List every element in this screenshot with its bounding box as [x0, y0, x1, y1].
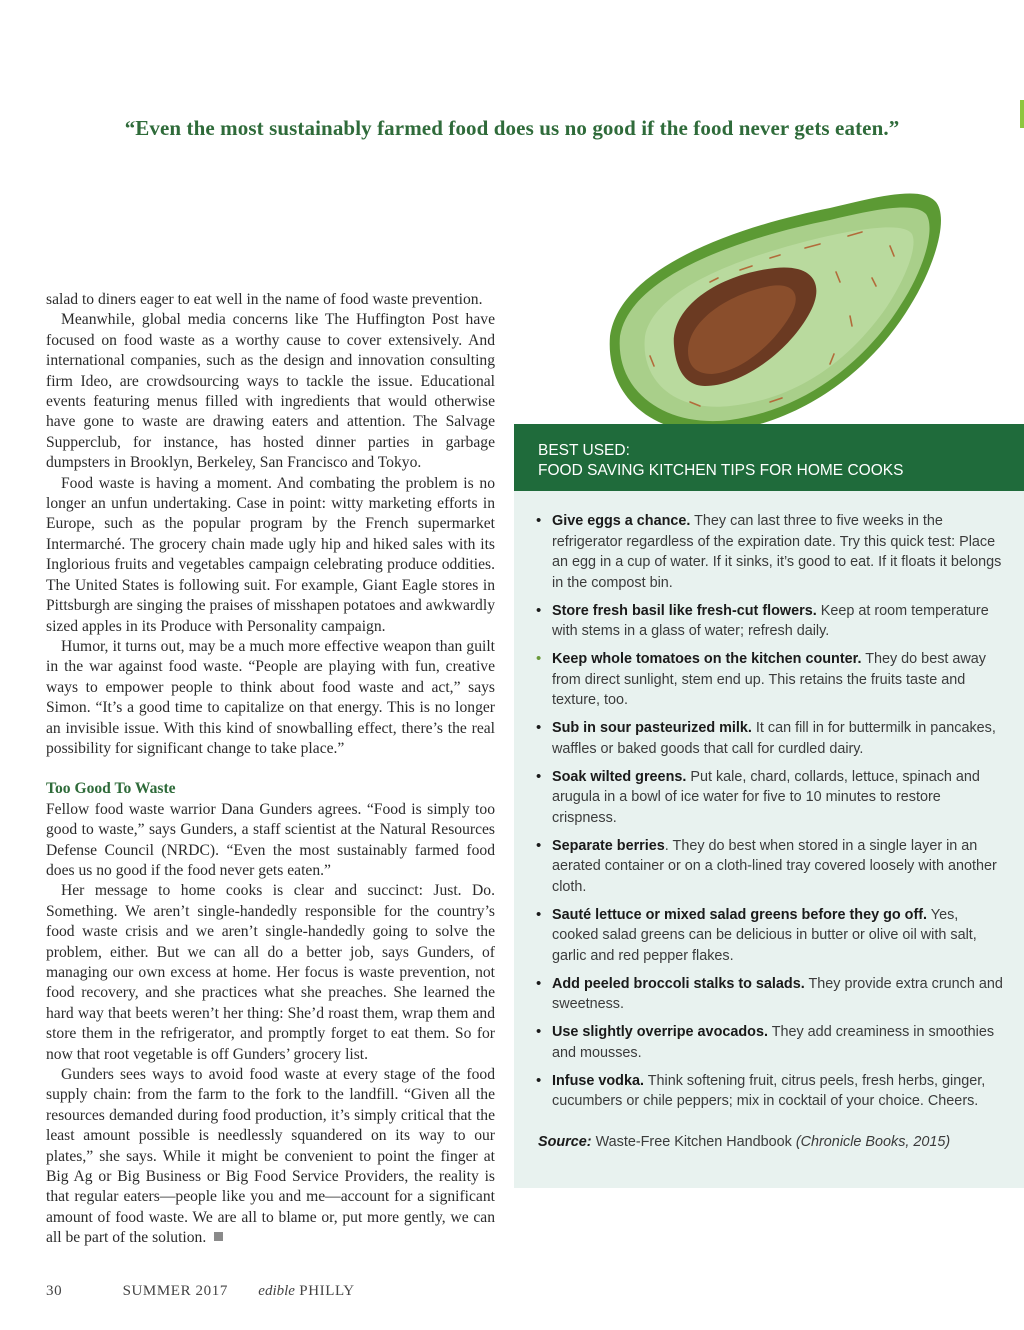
page-footer: [46, 1283, 355, 1300]
issue-date: SUMMER 2017: [122, 1283, 228, 1299]
source-label: Source:: [538, 1133, 592, 1150]
source-title: Waste-Free Kitchen Handbook: [591, 1133, 796, 1150]
tip-item: [538, 718, 1004, 759]
tip-text: . They do best when stored in a single layer in an aerated container or on a cloth-lined tray covered loosely with another cloth.: [552, 837, 997, 895]
tip-text: They can last three to five weeks in the refrigerator regardless of the expiration date. Try this quick test: Place an egg in a cup of water. If it sinks, it’s good to eat. If it floats it belongs in the compost bin.: [552, 513, 1002, 591]
article-subhead: Too Good To Waste: [46, 780, 176, 798]
brand-edible: edible: [258, 1283, 295, 1299]
tip-item: [538, 649, 1004, 711]
tip-item: [538, 511, 1004, 593]
tip-item: [538, 836, 1004, 898]
brand-city: PHILLY: [294, 1283, 355, 1299]
source-publisher: (Chronicle Books, 2015): [795, 1133, 951, 1150]
tip-text: They do best away from direct sunlight, stem end up. This retains the fruits taste and texture, too.: [552, 651, 986, 708]
tip-lead: Sauté lettuce or mixed salad greens before they go off.: [552, 906, 928, 923]
tip-text: Keep at room temperature with stems in a glass of water; refresh daily.: [552, 602, 989, 639]
tip-item: [538, 601, 1004, 642]
tip-lead: Give eggs a chance.: [552, 513, 691, 529]
tip-item: [538, 905, 1004, 967]
article-paragraph-last: [46, 1065, 495, 1249]
tips-header-line2: FOOD SAVING KITCHEN TIPS FOR HOME COOKS: [538, 462, 904, 479]
article-body: [46, 290, 495, 1249]
article-paragraph: Humor, it turns out, may be a much more effective weapon than guilt in the war against food waste. “People are playing with fun, creative ways to empower people to think about food waste and act,” says Simon. “It’s a good time to capitalize on that energy. This is no longer an invisible issue. With this kind of snowballing effect, there’s the real possibility for significant change to take place.”: [46, 637, 495, 757]
page-number: 30: [46, 1283, 63, 1299]
tip-item: [538, 974, 1004, 1015]
tip-text: They add creaminess in smoothies and mousses.: [552, 1024, 995, 1061]
bullet-icon: •: [536, 1023, 542, 1040]
bullet-icon: •: [536, 601, 542, 619]
bullet-icon: •: [536, 836, 542, 854]
tips-box: [514, 491, 1024, 1188]
pull-quote: “Even the most sustainably farmed food does us no good if the food never gets eaten.”: [124, 116, 900, 140]
bullet-icon: •: [536, 512, 542, 529]
tip-text: Put kale, chard, collards, lettuce, spinach and arugula in a bowl of ice water for five to 10 minutes to restore crispness.: [552, 768, 980, 826]
tip-lead: Use slightly overripe avocados.: [552, 1024, 768, 1040]
avocado-illustration: [590, 186, 950, 436]
tip-text: Yes, cooked salad greens can be delicious in butter or olive oil with salt, garlic and red pepper flakes.: [552, 906, 977, 964]
tip-lead: Keep whole tomatoes on the kitchen counter.: [552, 651, 862, 667]
bullet-icon: •: [536, 650, 542, 667]
bullet-icon: •: [536, 767, 542, 785]
tip-text: Think softening fruit, citrus peels, fresh herbs, ginger, cucumbers or chile peppers; mix in cocktail of your choice. Cheers.: [552, 1072, 986, 1109]
article-paragraph: Fellow food waste warrior Dana Gunders agrees. “Food is simply too good to waste,” says Gunders, a staff scientist at the Natural Resources Defense Council (NRDC). “Even the most sustainably farmed food does us no good if the food never gets eaten.”: [46, 800, 495, 879]
tip-item: [538, 1022, 1004, 1063]
tip-lead: Separate berries: [552, 837, 665, 854]
tip-lead: Soak wilted greens.: [552, 768, 687, 785]
tip-lead: Add peeled broccoli stalks to salads.: [552, 975, 805, 992]
tip-text: They provide extra crunch and sweetness.: [552, 975, 1003, 1012]
tips-header-line1: BEST USED:: [538, 442, 630, 459]
tip-text: It can fill in for buttermilk in pancakes, waffles or baked goods that call for curdled dairy.: [552, 720, 996, 757]
bullet-icon: •: [536, 1071, 542, 1089]
tip-item: [538, 1071, 1004, 1112]
article-paragraph: Food waste is having a moment. And combating the problem is no longer an unfun undertaking. Case in point: witty marketing efforts in Europe, such as the popular program by the French supermarket Intermarché. The grocery chain made ugly hip and hiked sales with its Inglorious fruits and vegetables campaign celebrating produce oddities. The United States is following suit. For example, Giant Eagle stores in Pittsburgh are singing the praises of misshapen potatoes and awkwardly sized apples in its Produce with Personality campaign.: [46, 474, 495, 635]
article-paragraph-text: Gunders sees ways to avoid food waste at every stage of the food supply chain: from the farm to the fork to the landfill. “Given all the resources demanded during food production, it’s simply critical that the least amount possible is needlessly squandered on its way to our plates,” she says. While it might be convenient to point the finger at Big Ag or Big Business or Big Food Service Providers, the reality is that regular eaters—people like you and me—account for a significant amount of food waste. We are all to blame or, put more gently, we can all be part of the solution.: [46, 1066, 495, 1247]
tip-lead: Store fresh basil like fresh-cut flowers.: [552, 602, 817, 619]
tip-lead: Sub in sour pasteurized milk.: [552, 720, 752, 736]
tip-lead: Infuse vodka.: [552, 1072, 644, 1089]
bullet-icon: •: [536, 905, 542, 923]
article-paragraph: salad to diners eager to eat well in the name of food waste prevention.: [46, 291, 483, 308]
article-paragraph: Meanwhile, global media concerns like The Huffington Post have focused on food waste as a worthy cause to cover extensively. And international companies, such as the design and innovation consulting firm Ideo, are crowdsourcing ways to tackle the issue. Educational events featuring menus filled with ingredients that would otherwise have gone to waste are drawing eaters and attention. The Salvage Supperclub, for instance, has hosted dinner parties in garbage dumpsters in Brooklyn, Berkeley, San Francisco and Tokyo.: [46, 311, 495, 472]
tip-item: [538, 767, 1004, 829]
tips-header: [514, 424, 1024, 491]
bullet-icon: •: [536, 719, 542, 736]
bullet-icon: •: [536, 974, 542, 992]
article-paragraph: Her message to home cooks is clear and succinct: Just. Do. Something. We aren’t single-handedly responsible for the country’s food waste crisis and we aren’t single-handedly going to solve the problem, either. But we can all do a better job, says Gunders, of managing our own excess at home. Her focus is waste prevention, not food recovery, and she practices what she preaches. She learned the hard way that beets weren’t her thing: She’d roast them, wrap them and store them in the refrigerator, and promptly forget to eat them. So for now that root vegetable is off Gunders’ grocery list.: [46, 882, 495, 1063]
square-end-mark-icon: [214, 1232, 223, 1241]
tips-source: [538, 1132, 1004, 1152]
